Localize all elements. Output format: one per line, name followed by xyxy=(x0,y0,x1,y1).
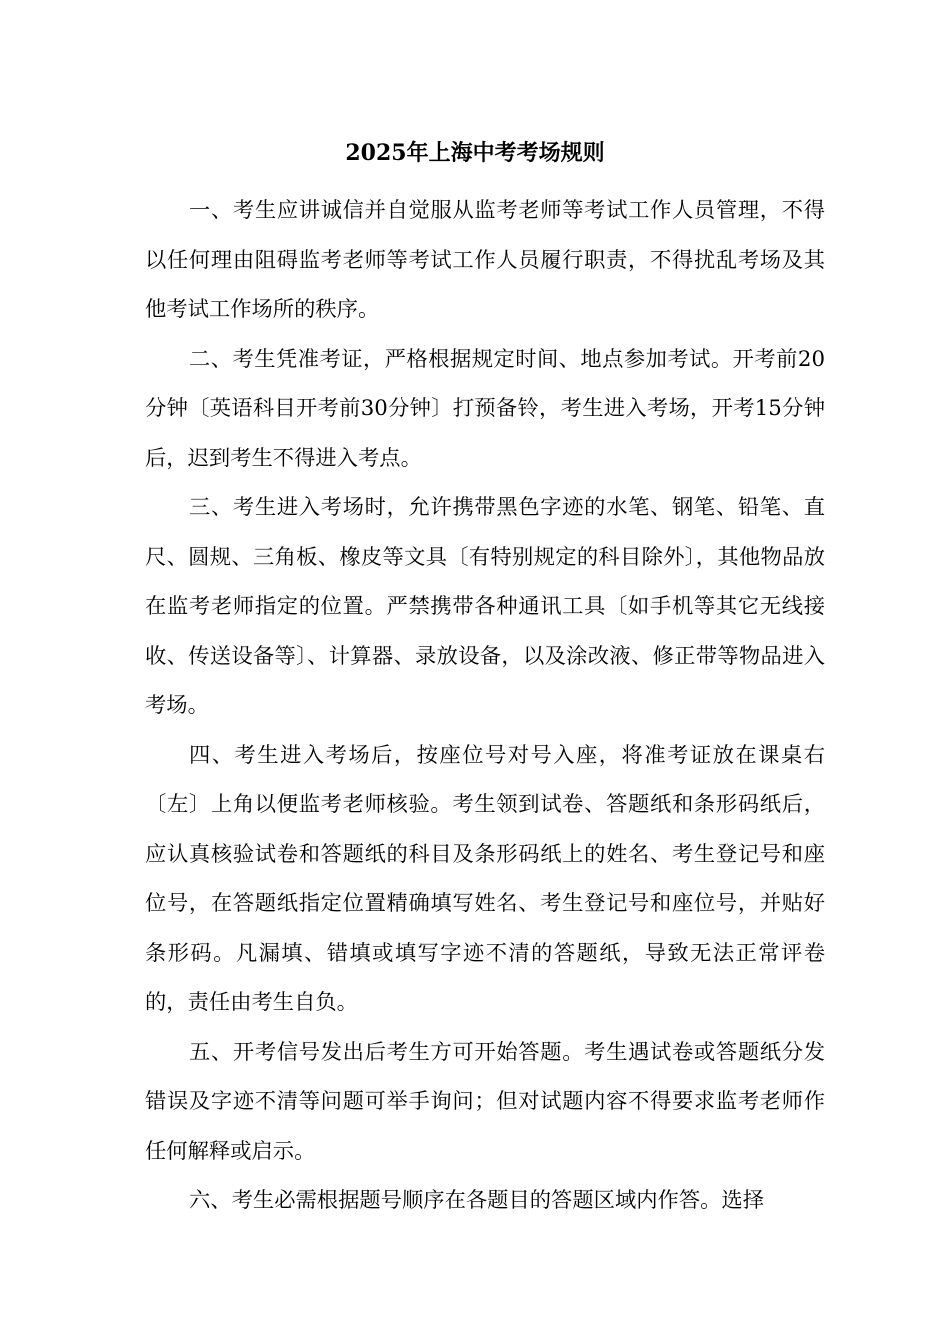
rule-paragraph-1: 一、考生应讲诚信并自觉服从监考老师等考试工作人员管理，不得以任何理由阻碍监考老师等考试工作人员履行职责，不得扰乱考场及其他考试工作场所的秩序。 xyxy=(145,198,825,322)
rule-paragraph-3: 三、考生进入考场时，允许携带黑色字迹的水笔、钢笔、铅笔、直尺、圆规、三角板、橡皮等文具〔有特别规定的科目除外〕，其他物品放在监考老师指定的位置。严禁携带各种通讯工具〔如手机等其它无线接收、传送设备等〕、计算器、录放设备，以及涂改液、修正带等物品进入考场。 xyxy=(145,495,825,718)
document-body xyxy=(145,186,825,1226)
rule-paragraph-2: 二、考生凭准考证，严格根据规定时间、地点参加考试。开考前20分钟〔英语科目开考前30分钟〕打预备铃，考生进入考场，开考15分钟后，迟到考生不得进入考点。 xyxy=(145,346,825,471)
rule-paragraph-5: 五、开考信号发出后考生方可开始答题。考生遇试卷或答题纸分发错误及字迹不清等问题可举手询问；但对试题内容不得要求监考老师作任何解释或启示。 xyxy=(145,1039,825,1164)
rule-paragraph-4: 四、考生进入考场后，按座位号对号入座，将准考证放在课桌右〔左〕上角以便监考老师核验。考生领到试卷、答题纸和条形码纸后，应认真核验试卷和答题纸的科目及条形码纸上的姓名、考生登记号和座位号，在答题纸指定位置精确填写姓名、考生登记号和座位号，并贴好条形码。凡漏填、错填或填写字迹不清的答题纸，导致无法正常评卷的，责任由考生自负。 xyxy=(145,742,825,1015)
document-title: 2025年上海中考考场规则 xyxy=(345,140,605,166)
rule-paragraph-6: 六、考生必需根据题号顺序在各题目的答题区域内作答。选择 xyxy=(189,1188,765,1213)
